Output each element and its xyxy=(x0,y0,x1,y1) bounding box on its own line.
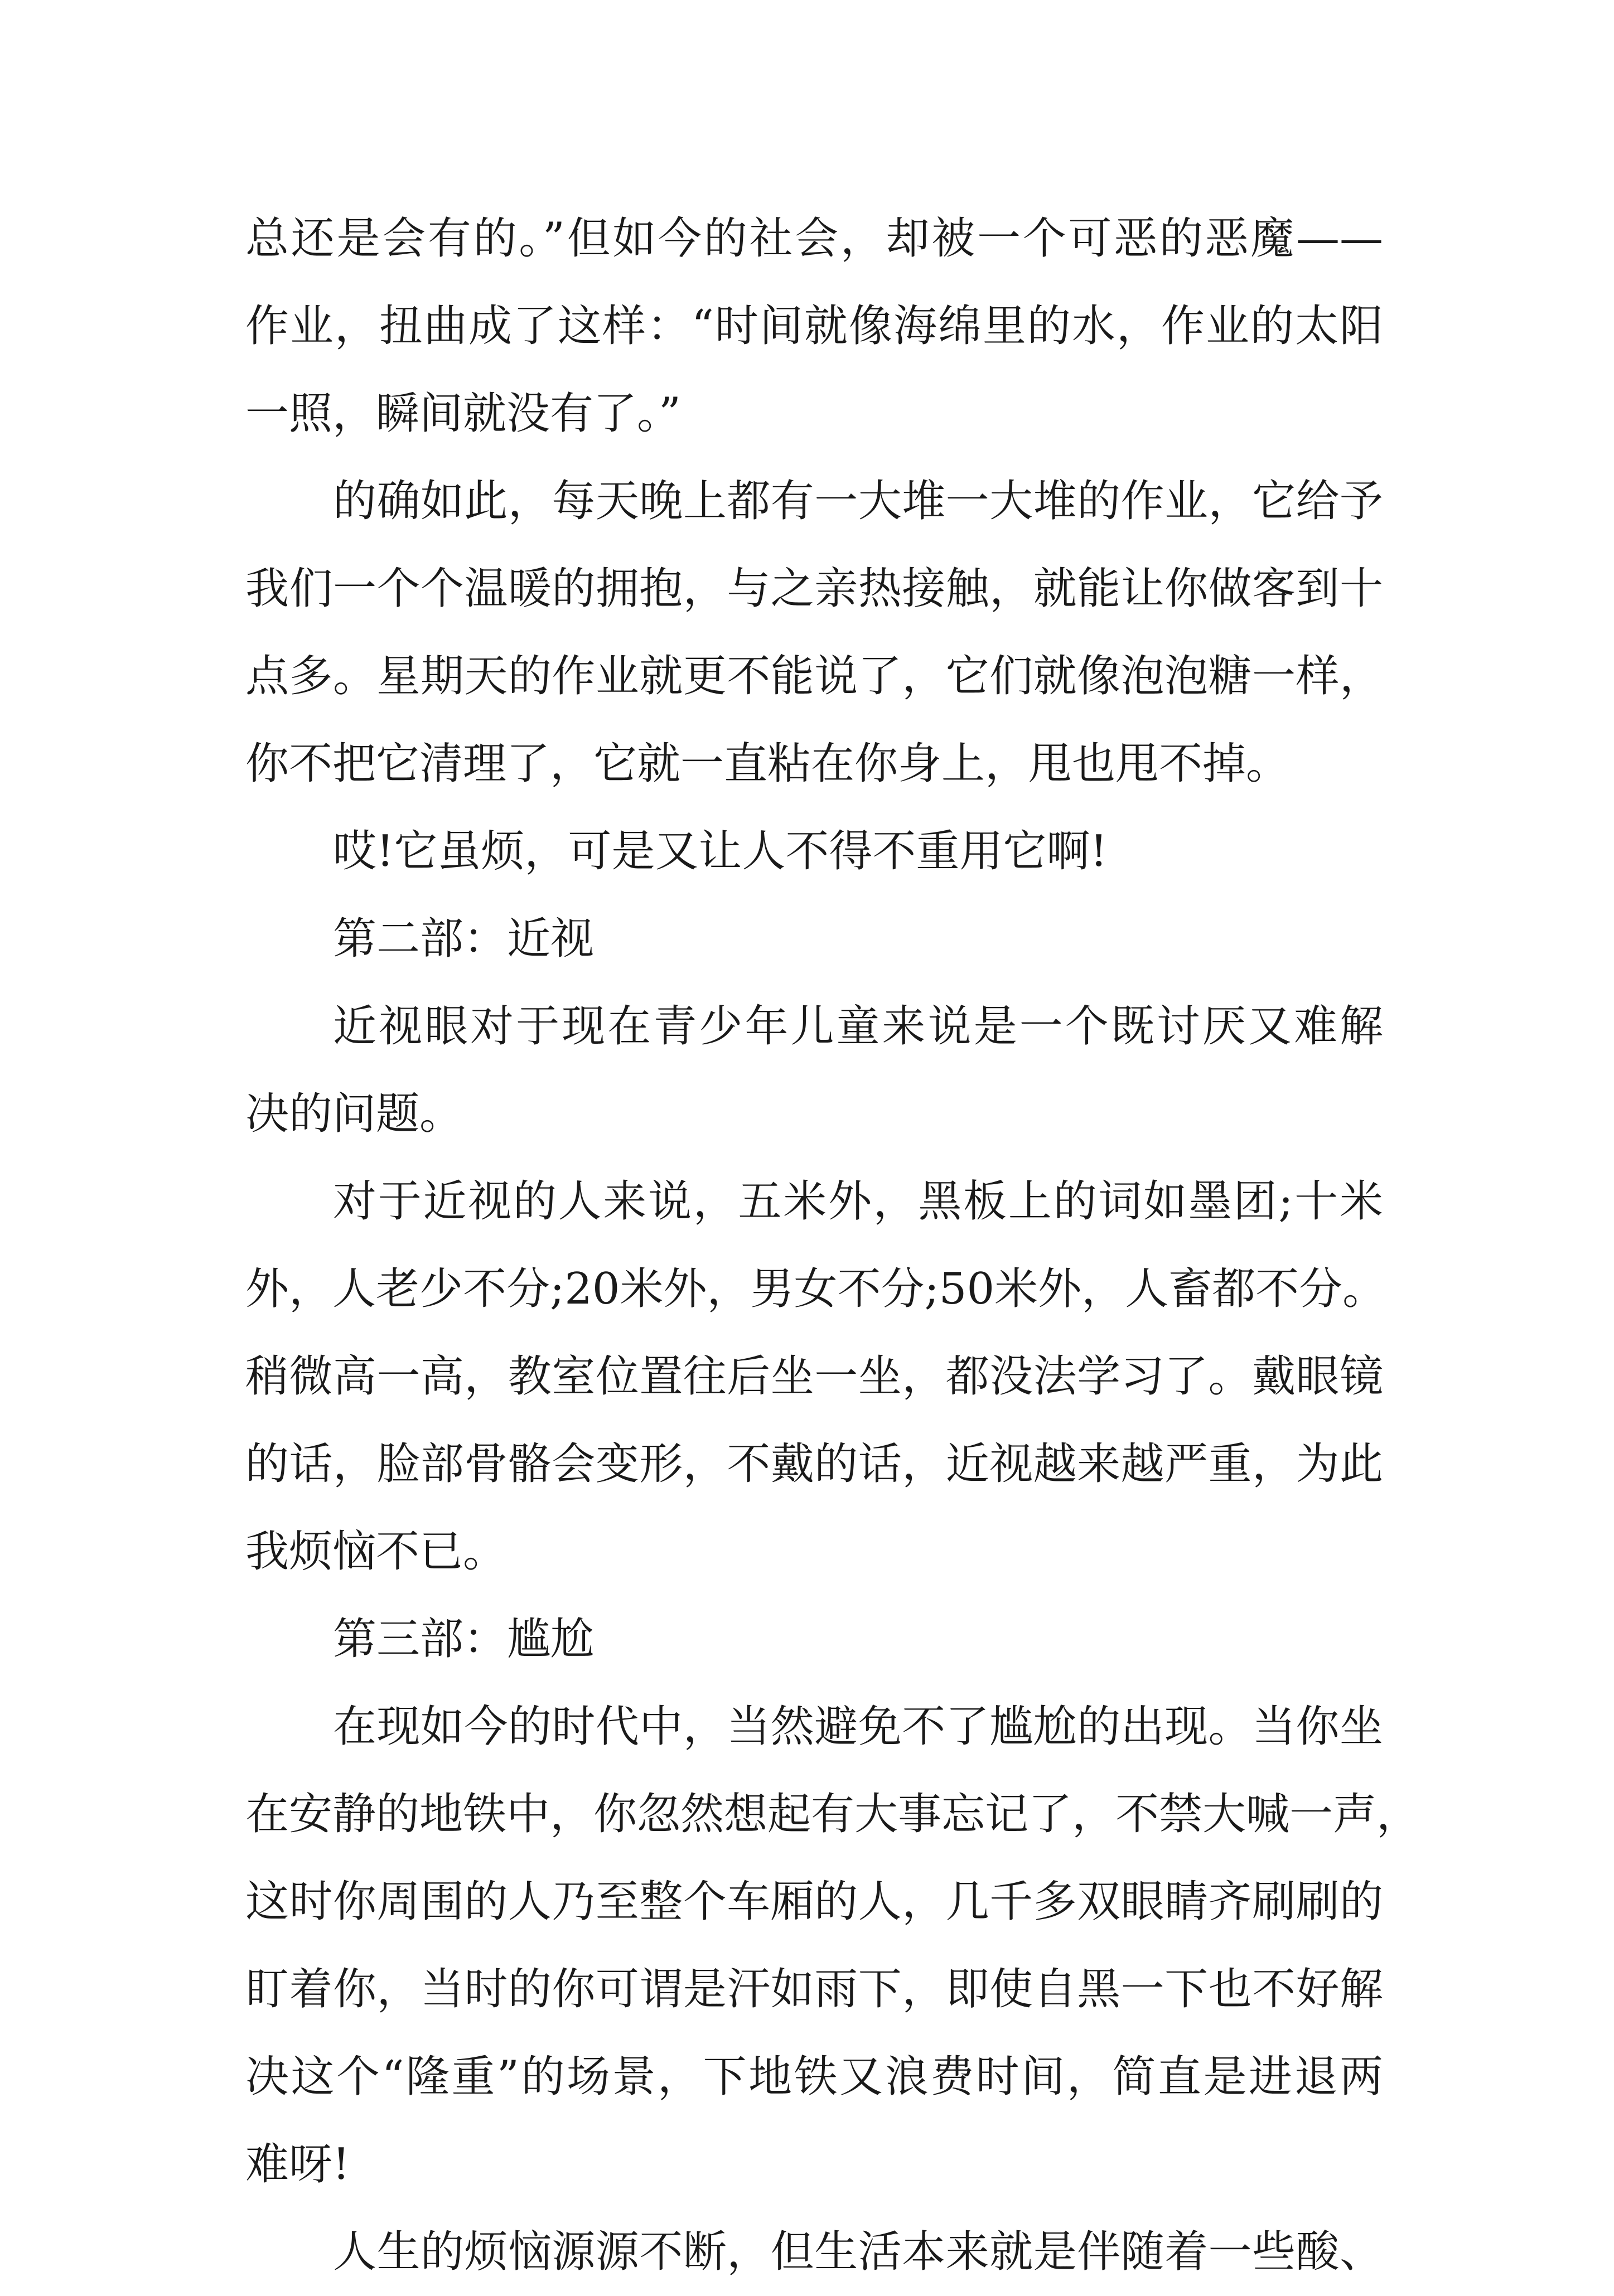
text-line: 决这个“隆重”的场景，下地铁又浪费时间，简直是进退两 xyxy=(245,2052,1383,2102)
text-line: 决的问题。 xyxy=(245,1089,463,1139)
text-line: 我烦恼不已。 xyxy=(245,1527,507,1577)
text-line: 稍微高一高，教室位置往后坐一坐，都没法学习了。戴眼镜 xyxy=(245,1352,1383,1402)
text-line: 总还是会有的。”但如今的社会，却被一个可恶的恶魔—— xyxy=(245,214,1383,264)
text-line: 一照，瞬间就没有了。” xyxy=(245,389,681,439)
text-line: 外，人老少不分;20米外，男女不分;50米外，人畜都不分。 xyxy=(245,1264,1386,1314)
text-line: 对于近视的人来说，五米外，黑板上的词如墨团;十米 xyxy=(333,1176,1383,1227)
text-line: 作业，扭曲成了这样：“时间就像海绵里的水，作业的太阳 xyxy=(245,301,1383,351)
text-line: 在安静的地铁中，你忽然想起有大事忘记了，不禁大喊一声， xyxy=(245,1789,1420,1839)
text-line: 在现如今的时代中，当然避免不了尴尬的出现。当你坐 xyxy=(333,1702,1383,1752)
text-line: 点多。星期天的作业就更不能说了，它们就像泡泡糖一样， xyxy=(245,651,1383,701)
text-line: 人生的烦恼源源不断，但生活本来就是伴随着一些酸、 xyxy=(333,2227,1383,2277)
text-line: 这时你周围的人乃至整个车厢的人，几千多双眼睛齐刷刷的 xyxy=(245,1877,1383,1927)
text-line: 你不把它清理了，它就一直粘在你身上，甩也甩不掉。 xyxy=(245,739,1290,789)
text-line: 的话，脸部骨骼会变形，不戴的话，近视越来越严重，为此 xyxy=(245,1439,1383,1489)
text-line: 近视眼对于现在青少年儿童来说是一个既讨厌又难解 xyxy=(333,1001,1383,1052)
text-line: 我们一个个温暖的拥抱，与之亲热接触，就能让你做客到十 xyxy=(245,564,1383,614)
text-line: 难呀! xyxy=(245,2139,350,2190)
text-line: 哎!它虽烦，可是又让人不得不重用它啊! xyxy=(333,826,1108,876)
text-line: 第三部：尴尬 xyxy=(333,1614,595,1664)
text-line: 盯着你，当时的你可谓是汗如雨下，即使自黑一下也不好解 xyxy=(245,1964,1383,2014)
body-text xyxy=(245,195,1420,2296)
text-line: 第二部：近视 xyxy=(333,914,595,964)
text-line: 的确如此，每天晚上都有一大堆一大堆的作业，它给予 xyxy=(333,476,1383,526)
